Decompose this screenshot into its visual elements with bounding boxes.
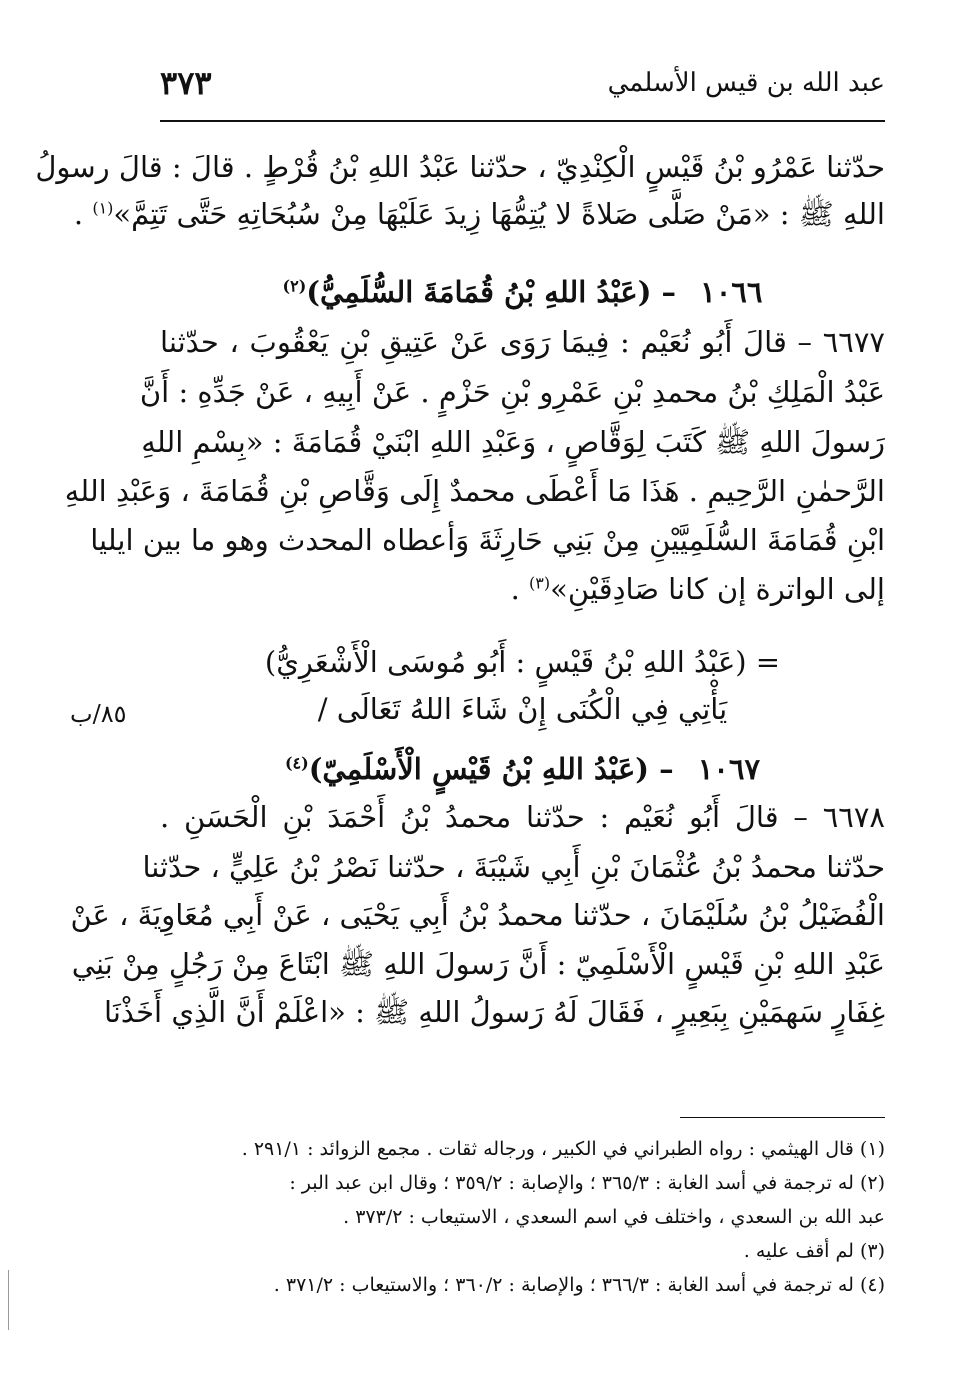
heading-dash: – (661, 275, 677, 309)
footnote-ref-4: (٤) (284, 753, 309, 773)
entry-6678-line-3: الْفُضَيْلُ بْنُ سُلَيْمَانَ ، حدّثنا محمدُ بْنُ أَبِي يَحْيَى ، عَنْ أَبِي مُعَاوِيَةَ ، عَنْ (70, 898, 885, 932)
footnote-3: (٣) لم أقف عليه . (743, 1240, 885, 1262)
page-header (160, 62, 885, 110)
entry-6678-line-4: عَبْدِ اللهِ بْنِ قَيْسٍ الْأَسْلَمِيّ : أَنَّ رَسولَ اللهِ ﷺ ابْتَاعَ مِنْ رَجُلٍ مِنْ بَنِي (71, 947, 885, 981)
crossref-line-2: يَأْتِي فِي الْكُنَى إِنْ شَاءَ اللهُ تَعَالَى / (317, 692, 728, 726)
heading-name: (عَبْدُ اللهِ بْنُ قُمَامَةَ السُّلَمِيُّ) (306, 275, 652, 309)
footnote-2: (٢) له ترجمة في أسد الغابة : ٣٦٥/٣ ؛ والإصابة : ٣٥٩/٢ ؛ وقال ابن عبد البر : (289, 1172, 885, 1194)
entry-heading-1066 (160, 275, 885, 309)
entry-6677-line-6: إلى الواترة إن كانا صَادِقَيْنِ»$^{(٣)}$ . (510, 572, 885, 606)
entry-6677-line-2: عَبْدُ الْمَلِكِ بْنُ محمدِ بْنِ عَمْرِو بْنِ حَزْمٍ . عَنْ أَبِيهِ ، عَنْ جَدِّهِ : أَنَّ (139, 375, 885, 409)
entry-6678-line-5: غِفَارٍ سَهمَيْنِ بِبَعِيرٍ ، فَقَالَ لَهُ رَسولُ اللهِ ﷺ : «اعْلَمْ أَنَّ الَّذِي أَخَذْنَا (103, 995, 885, 1029)
running-title: عبد الله بن قيس الأسلمي (607, 68, 885, 98)
heading-number: ١٠٦٧ (697, 752, 761, 786)
heading-name: (عَبْدُ اللهِ بْنُ قَيْسٍ الْأَسْلَمِيّ) (308, 752, 650, 786)
footnote-1: (١) قال الهيثمي : رواه الطبراني في الكبير ، ورجاله ثقات . مجمع الزوائد : ٢٩١/١ . (241, 1138, 885, 1160)
footnote-ref-2: (٢) (282, 276, 307, 296)
entry-6678-line-1: ٦٦٧٨ – قالَ أَبُو نُعَيْم : حدّثنا محمدُ بْنُ أَحْمَدَ بْنِ الْحَسَنِ . (160, 800, 885, 834)
body-line-2: اللهِ ﷺ : «مَنْ صَلَّى صَلاةً لا يُتِمُّهَا زِيدَ عَلَيْهَا مِنْ سُبُحَاتِهِ حَتَّى تَتِمَّ»$^{(١)}$ . (73, 197, 885, 231)
manuscript-folio-note: ٨٥/ب (70, 700, 127, 728)
footnote-2-continued: عبد الله بن السعدي ، واختلف في اسم السعدي ، الاستيعاب : ٣٧٣/٢ . (343, 1206, 885, 1228)
entry-6677-line-6-text: إلى الواترة إن كانا صَادِقَيْنِ» (550, 572, 885, 606)
heading-number: ١٠٦٦ (700, 275, 763, 309)
footnote-rule (680, 1117, 885, 1118)
crossref-line-1: = (عَبْدُ اللهِ بْنُ قَيْسٍ : أَبُو مُوسَى الْأَشْعَرِيُّ) (264, 645, 781, 679)
footnote-4: (٤) له ترجمة في أسد الغابة : ٣٦٦/٣ ؛ والإصابة : ٣٦٠/٢ ؛ والاستيعاب : ٣٧١/٢ . (273, 1274, 885, 1296)
entry-6677-line-4: الرَّحمٰنِ الرَّحِيمِ . هَذَا مَا أَعْطَى محمدٌ إِلَى وَقَّاصِ بْنِ قُمَامَةَ ، وَعَبْدِ اللهِ (64, 474, 885, 508)
entry-heading-1067 (160, 752, 885, 786)
body-line-1: حدّثنا عَمْرُو بْنُ قَيْسٍ الْكِنْدِيّ ، حدّثنا عَبْدُ اللهِ بْنُ قُرْطٍ . قالَ : قالَ رسولُ (35, 150, 885, 184)
footnote-ref-3: (٣) (529, 573, 551, 593)
body-line-2-text: اللهِ ﷺ : «مَنْ صَلَّى صَلاةً لا يُتِمُّهَا زِيدَ عَلَيْهَا مِنْ سُبُحَاتِهِ حَتَّى تَتِمَّ» (113, 197, 885, 231)
entry-6677-line-3: رَسولَ اللهِ ﷺ كَتَبَ لِوَقَّاصٍ ، وَعَبْدِ اللهِ ابْنَيْ قُمَامَةَ : «بِسْمِ اللهِ (141, 425, 885, 459)
entry-6677-line-1: ٦٦٧٧ – قالَ أَبُو نُعَيْم : فِيمَا رَوَى عَنْ عَتِيقِ بْنِ يَعْقُوبَ ، حدّثنا (160, 325, 885, 359)
scan-edge-mark (8, 1270, 9, 1330)
page-number: ٣٧٣ (160, 64, 212, 102)
entry-6678-line-2: حدّثنا محمدُ بْنُ عُثْمَانَ بْنِ أَبِي شَيْبَةَ ، حدّثنا نَصْرُ بْنُ عَلِيٍّ ، حدّثنا (142, 850, 885, 884)
footnote-ref-1: (١) (92, 198, 114, 218)
header-rule (160, 120, 885, 122)
heading-dash: – (659, 752, 674, 786)
entry-6677-line-5: ابْنِ قُمَامَةَ السُّلَمِيَّيْنِ مِنْ بَنِي حَارِثَةَ وَأعطاه المحدث وهو ما بين ايليا (90, 523, 885, 557)
